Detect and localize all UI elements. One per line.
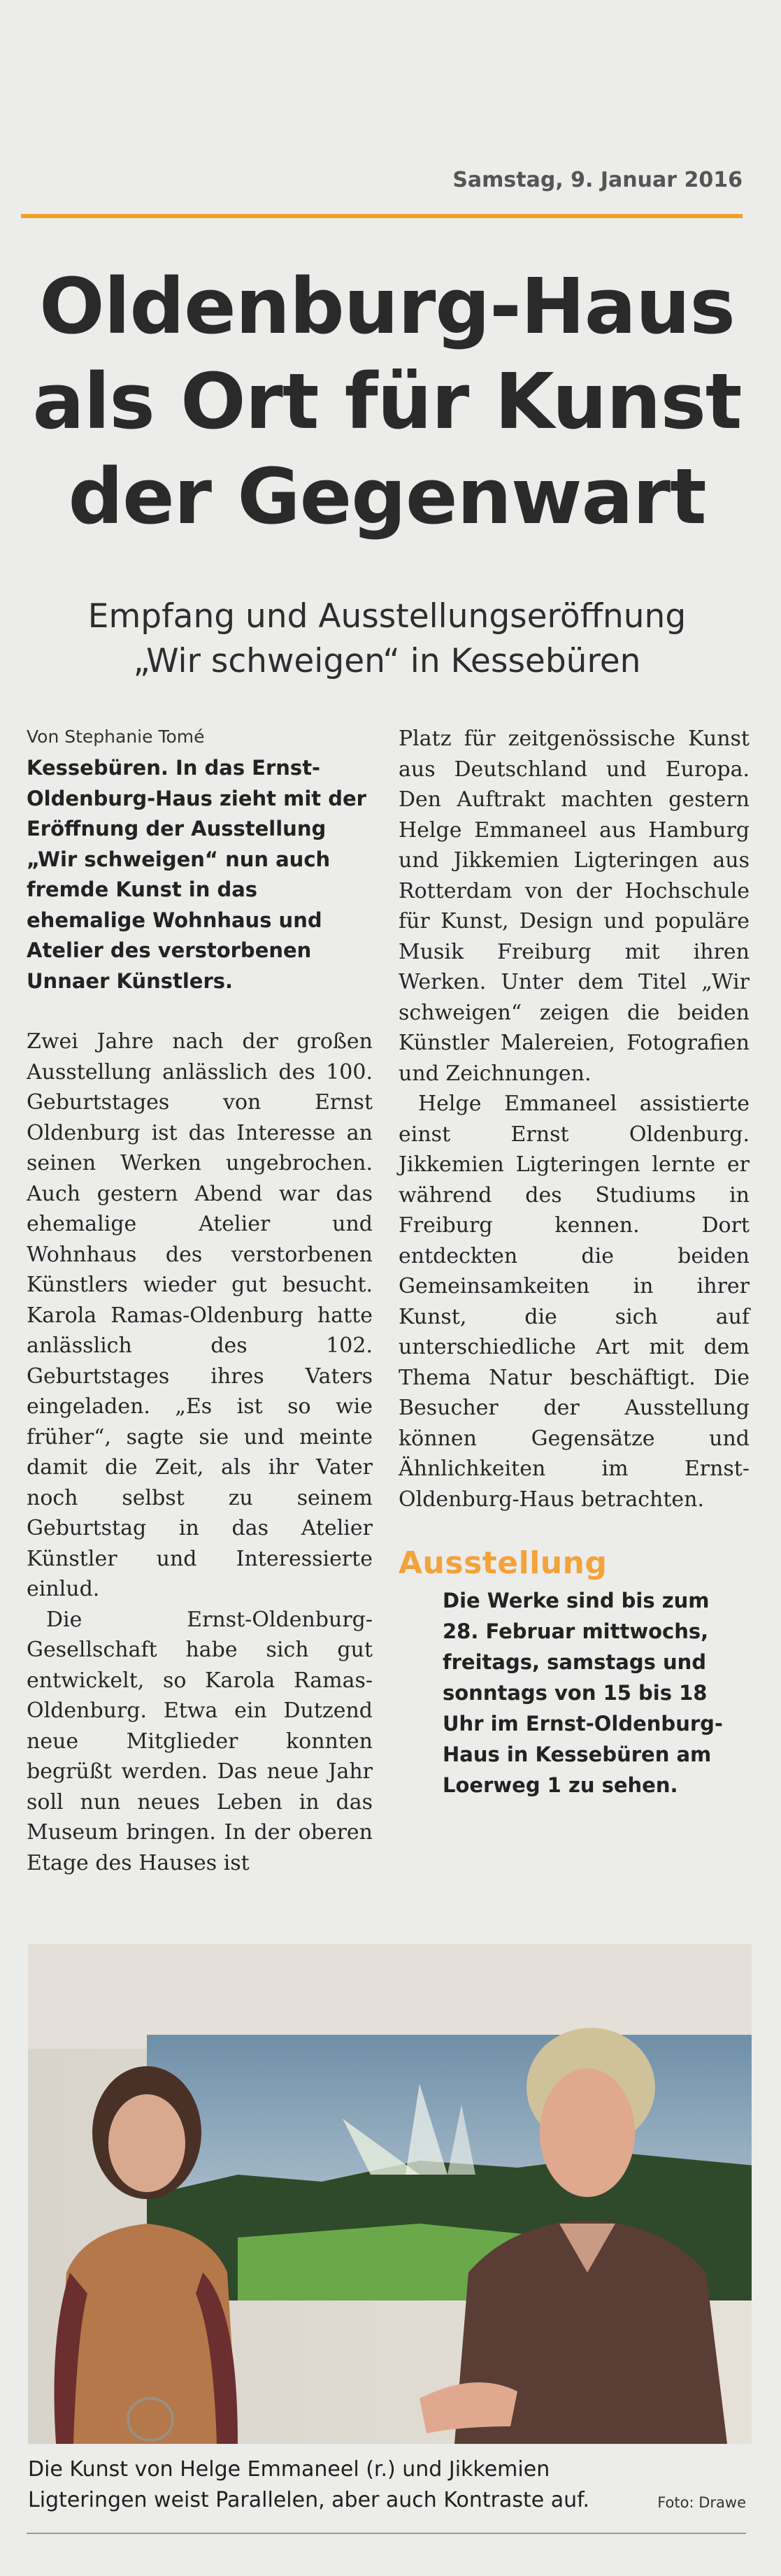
byline: Von Stephanie Tomé	[27, 727, 205, 747]
infobox-text: Die Werke sind bis zum 28. Februar mittwochs, freitags, samstags und sonntags von 15 bis 18 Uhr im Ernst-Oldenburg-Haus in Kessebüren am Loerweg 1 zu sehen.	[443, 1589, 723, 1797]
issue-date: Samstag, 9. Januar 2016	[452, 168, 743, 192]
photo-caption: Die Kunst von Helge Emmaneel (r.) und Jikkemien Ligteringen weist Parallelen, aber auch Kontraste auf.	[28, 2457, 590, 2512]
headline-line-1: Oldenburg-Haus	[39, 262, 735, 351]
article-paragraph-2: Die Ernst-Oldenburg-Gesellschaft habe sich gut entwickelt, so Karola Ramas-Oldenburg. Etwa ein Dutzend neue Mitglieder konnten begrüßt werden. Das neue Jahr soll nun neues Leben in das Museum bringen. In der oberen Etage des Hauses ist	[27, 1607, 373, 1875]
photo-credit: Foto: Drawe	[657, 2494, 746, 2511]
headline-line-3: der Gegenwart	[68, 452, 706, 541]
article-photo	[28, 1944, 752, 2444]
article-column-left	[27, 724, 373, 1878]
subheadline-line-1: Empfang und Ausstellungseröffnung	[87, 597, 687, 636]
bottom-rule	[27, 2533, 746, 2534]
infobox-title: Ausstellung	[399, 1545, 608, 1581]
header-rule	[21, 214, 743, 218]
article-column-right	[399, 724, 750, 1801]
subheadline-line-2: „Wir schweigen“ in Kessebüren	[133, 642, 641, 680]
article-paragraph-4: Helge Emmaneel assistierte einst Ernst Oldenburg. Jikkemien Ligteringen lernte er während des Studiums in Freiburg kennen. Dort entdeckten die beiden Gemeinsamkeiten in ihrer Kunst, die sich auf unterschiedliche Art mit dem Thema Natur beschäftigt. Die Besucher der Ausstellung können Gegensätze und Ähnlichkeiten im Ernst-Oldenburg-Haus betrachten.	[399, 1092, 750, 1512]
subheadline	[21, 594, 753, 684]
exhibition-infobox	[399, 1545, 750, 1801]
article-paragraph-1: Zwei Jahre nach der großen Ausstellung anlässlich des 100. Geburtstages von Ernst Oldenburg ist das Interesse an seinen Werken ungebrochen. Auch gestern Abend war das ehemalige Atelier und Wohnhaus des verstorbenen Künstlers wieder gut besucht. Karola Ramas-Oldenburg hatte anlässlich des 102. Geburtstages ihres Vaters eingeladen. „Es ist so wie früher“, sagte sie und meinte damit die Zeit, als ihr Vater noch selbst zu seinem Geburtstag in das Atelier Künstler und Interessierte einlud.	[27, 1029, 373, 1601]
headline	[21, 259, 753, 544]
article-paragraph-3: Platz für zeitgenössische Kunst aus Deutschland und Europa. Den Auftrakt machten gestern Helge Emmaneel aus Hamburg und Jikkemien Ligteringen aus Rotterdam von der Hochschule für Kunst, Design und populäre Musik Freiburg mit ihren Werken. Unter dem Titel „Wir schweigen“ zeigen die beiden Künstler Malereien, Fotografien und Zeichnungen.	[399, 727, 750, 1086]
article-lead: Kessebüren. In das Ernst-Oldenburg-Haus zieht mit der Eröffnung der Ausstellung „Wir schweigen“ nun auch fremde Kunst in das ehemalige Wohnhaus und Atelier des verstorbenen Unnaer Künstlers.	[27, 756, 366, 993]
headline-line-2: als Ort für Kunst	[32, 357, 742, 446]
exhibition-photo	[28, 1944, 752, 2444]
